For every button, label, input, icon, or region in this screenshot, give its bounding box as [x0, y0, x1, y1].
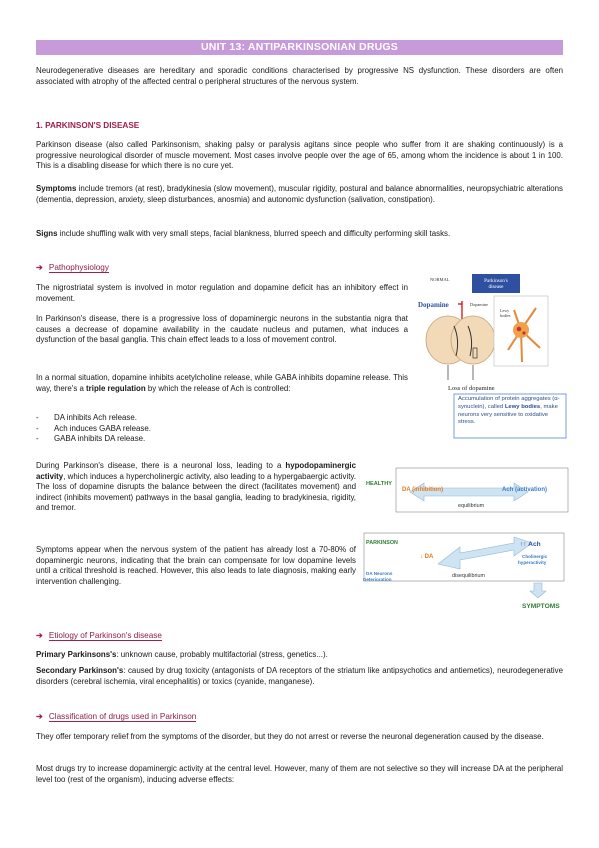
- da-neurons-label: DA Neurons Deterioration: [363, 571, 393, 582]
- ach-up-label: ↑↑ Ach: [520, 541, 541, 548]
- unit-title-banner: UNIT 13: ANTIPARKINSONIAN DRUGS: [36, 40, 563, 55]
- pathophysiology-heading: ➔ Pathophysiology: [36, 263, 109, 272]
- section-heading-parkinsons: 1. PARKINSON'S DISEASE: [36, 121, 140, 130]
- symptoms-output-label: SYMPTOMS: [522, 603, 560, 610]
- patho-paragraph-3: In a normal situation, dopamine inhibits acetylcholine release, while GABA inhibits dopamine release. This way, there's a triple regulation by which the release of Ach is controlled:: [36, 373, 408, 393]
- classification-heading: ➔ Classification of drugs used in Parkinson: [36, 712, 197, 721]
- classification-paragraph-2: Most drugs try to increase dopaminergic activity at the central level. However, many of them are not selective so they will increase DA at the peripheral level too (rest of the organism), inducing adverse effects:: [36, 764, 563, 784]
- list-item: - Ach induces GABA release.: [36, 424, 151, 435]
- da-inhibition-label: DA (inhibition): [402, 487, 444, 493]
- equilibrium-label: equilibrium: [458, 503, 485, 509]
- patho-paragraph-4: During Parkinson's disease, there is a neuronal loss, leading to a hypodopaminergic activity, which induces a hypercholinergic activity, also leading to a hypergabaergic activity. The loss of dopamine disrupts the balance between the direct (facilitates movement) and indirect (inhibits movement) pathways in the basal ganglia, leading to bradykinesia, rigidity, and tremor.: [36, 461, 356, 513]
- etiology-heading: ➔ Etiology of Parkinson's disease: [36, 631, 162, 640]
- lewy-body-dot: [522, 331, 525, 334]
- symptoms-label: Symptoms: [36, 184, 77, 193]
- signs-text: include shuffling walk with very small steps, facial blankness, blurred speech and difficulty performing skill tasks.: [57, 229, 451, 238]
- triple-regulation-list: [36, 413, 151, 445]
- list-item: - GABA inhibits DA release.: [36, 434, 151, 445]
- parkinson-label: PARKINSON: [366, 540, 398, 546]
- patho-paragraph-5: Symptoms appear when the nervous system of the patient has already lost a 70-80% of dopaminergic neurons, indicating that the brain can compensate for low dopamine levels until a critical threshold is reached. However, this also leads to late diagnosis, making early intervention challenging.: [36, 545, 356, 586]
- arrow-right-icon: ➔: [36, 263, 43, 272]
- da-down-label: ↓ DA: [420, 554, 434, 560]
- secondary-parkinsons-paragraph: Secondary Parkinson's: caused by drug toxicity (antagonists of DA receptors of the striatum like antipsychotics and antiemetics), neurodegenerative disorders (cerebral ischemia, viral encephalitis) or toxics (cyanide, manganese).: [36, 666, 563, 686]
- primary-parkinsons-paragraph: Primary Parkinsons's: unknown cause, probably multifactorial (stress, genetics...).: [36, 650, 328, 659]
- down-arrow-icon: [530, 583, 546, 598]
- disequilibrium-label: disequilibrium: [452, 573, 485, 579]
- healthy-label: HEALTHY: [366, 481, 392, 487]
- parkinsons-label: Parkinson's disease: [484, 278, 508, 290]
- lewy-caption-text: Accumulation of protein aggregates (α-synuclein), called Lewy bodies, make neurons very sensitive to oxidative stress.: [458, 396, 560, 426]
- symptoms-paragraph: [36, 184, 563, 205]
- intro-paragraph: Neurodegenerative diseases are hereditary and sporadic conditions characterised by progressive NS dysfunction. These disorders are often associated with atrophy of the affected central o peripheral structures of the nervous system.: [36, 66, 563, 86]
- arrow-right-icon: ➔: [36, 712, 43, 721]
- lewy-label: Lewy bodies: [500, 308, 511, 318]
- dopamine-label: Dopamine: [418, 301, 449, 309]
- equilibrium-diagram: [362, 465, 572, 613]
- loss-of-dopamine-label: Loss of dopamine: [448, 385, 495, 392]
- arrow-right-icon: ➔: [36, 631, 43, 640]
- normal-label: NORMAL: [430, 277, 450, 282]
- patho-paragraph-2: In Parkinson's disease, there is a progressive loss of dopaminergic neurons in the substantia nigra that causes a decrease of dopamine availability in the caudate nucleus and putamen, what induces a dysfunction of the basal ganglia. This chain effect leads to a loss of movement control.: [36, 314, 408, 345]
- symptoms-text: include tremors (at rest), bradykinesia (slow movement), muscular rigidity, postural and balance abnormalities, neuropsychiatric alterations (dementia, depression, anxiety, sleep disturbances, anosmia) and autonomic dysfunction (salivation, constipation).: [36, 184, 563, 204]
- classification-paragraph-1: They offer temporary relief from the symptoms of the disorder, but they do not arrest or reverse the neuronal degeneration caused by the disease.: [36, 732, 544, 741]
- lewy-body-dot: [517, 327, 522, 332]
- signs-label: Signs: [36, 229, 58, 238]
- list-item: - DA inhibits Ach release.: [36, 413, 151, 424]
- parkinson-definition-paragraph: Parkinson disease (also called Parkinsonism, shaking palsy or paralysis agitans since people who suffer from it are shaking continuously) is a progressive neurological disorder of muscle movement. Most cases involve people over the age of 65, among whom the incidence is about 1 in 100. This is a disabling disease for which there is no cure yet.: [36, 140, 563, 171]
- signs-paragraph: [36, 229, 563, 240]
- dopamine-small-label: Dopamine: [470, 302, 488, 307]
- ach-activation-label: Ach (activation): [502, 487, 548, 493]
- patho-paragraph-1: The nigrostriatal system is involved in motor regulation and dopamine deficit has an inhibitory effect in movement.: [36, 283, 408, 303]
- cholinergic-label: Cholinergic hyperactivity: [518, 554, 548, 565]
